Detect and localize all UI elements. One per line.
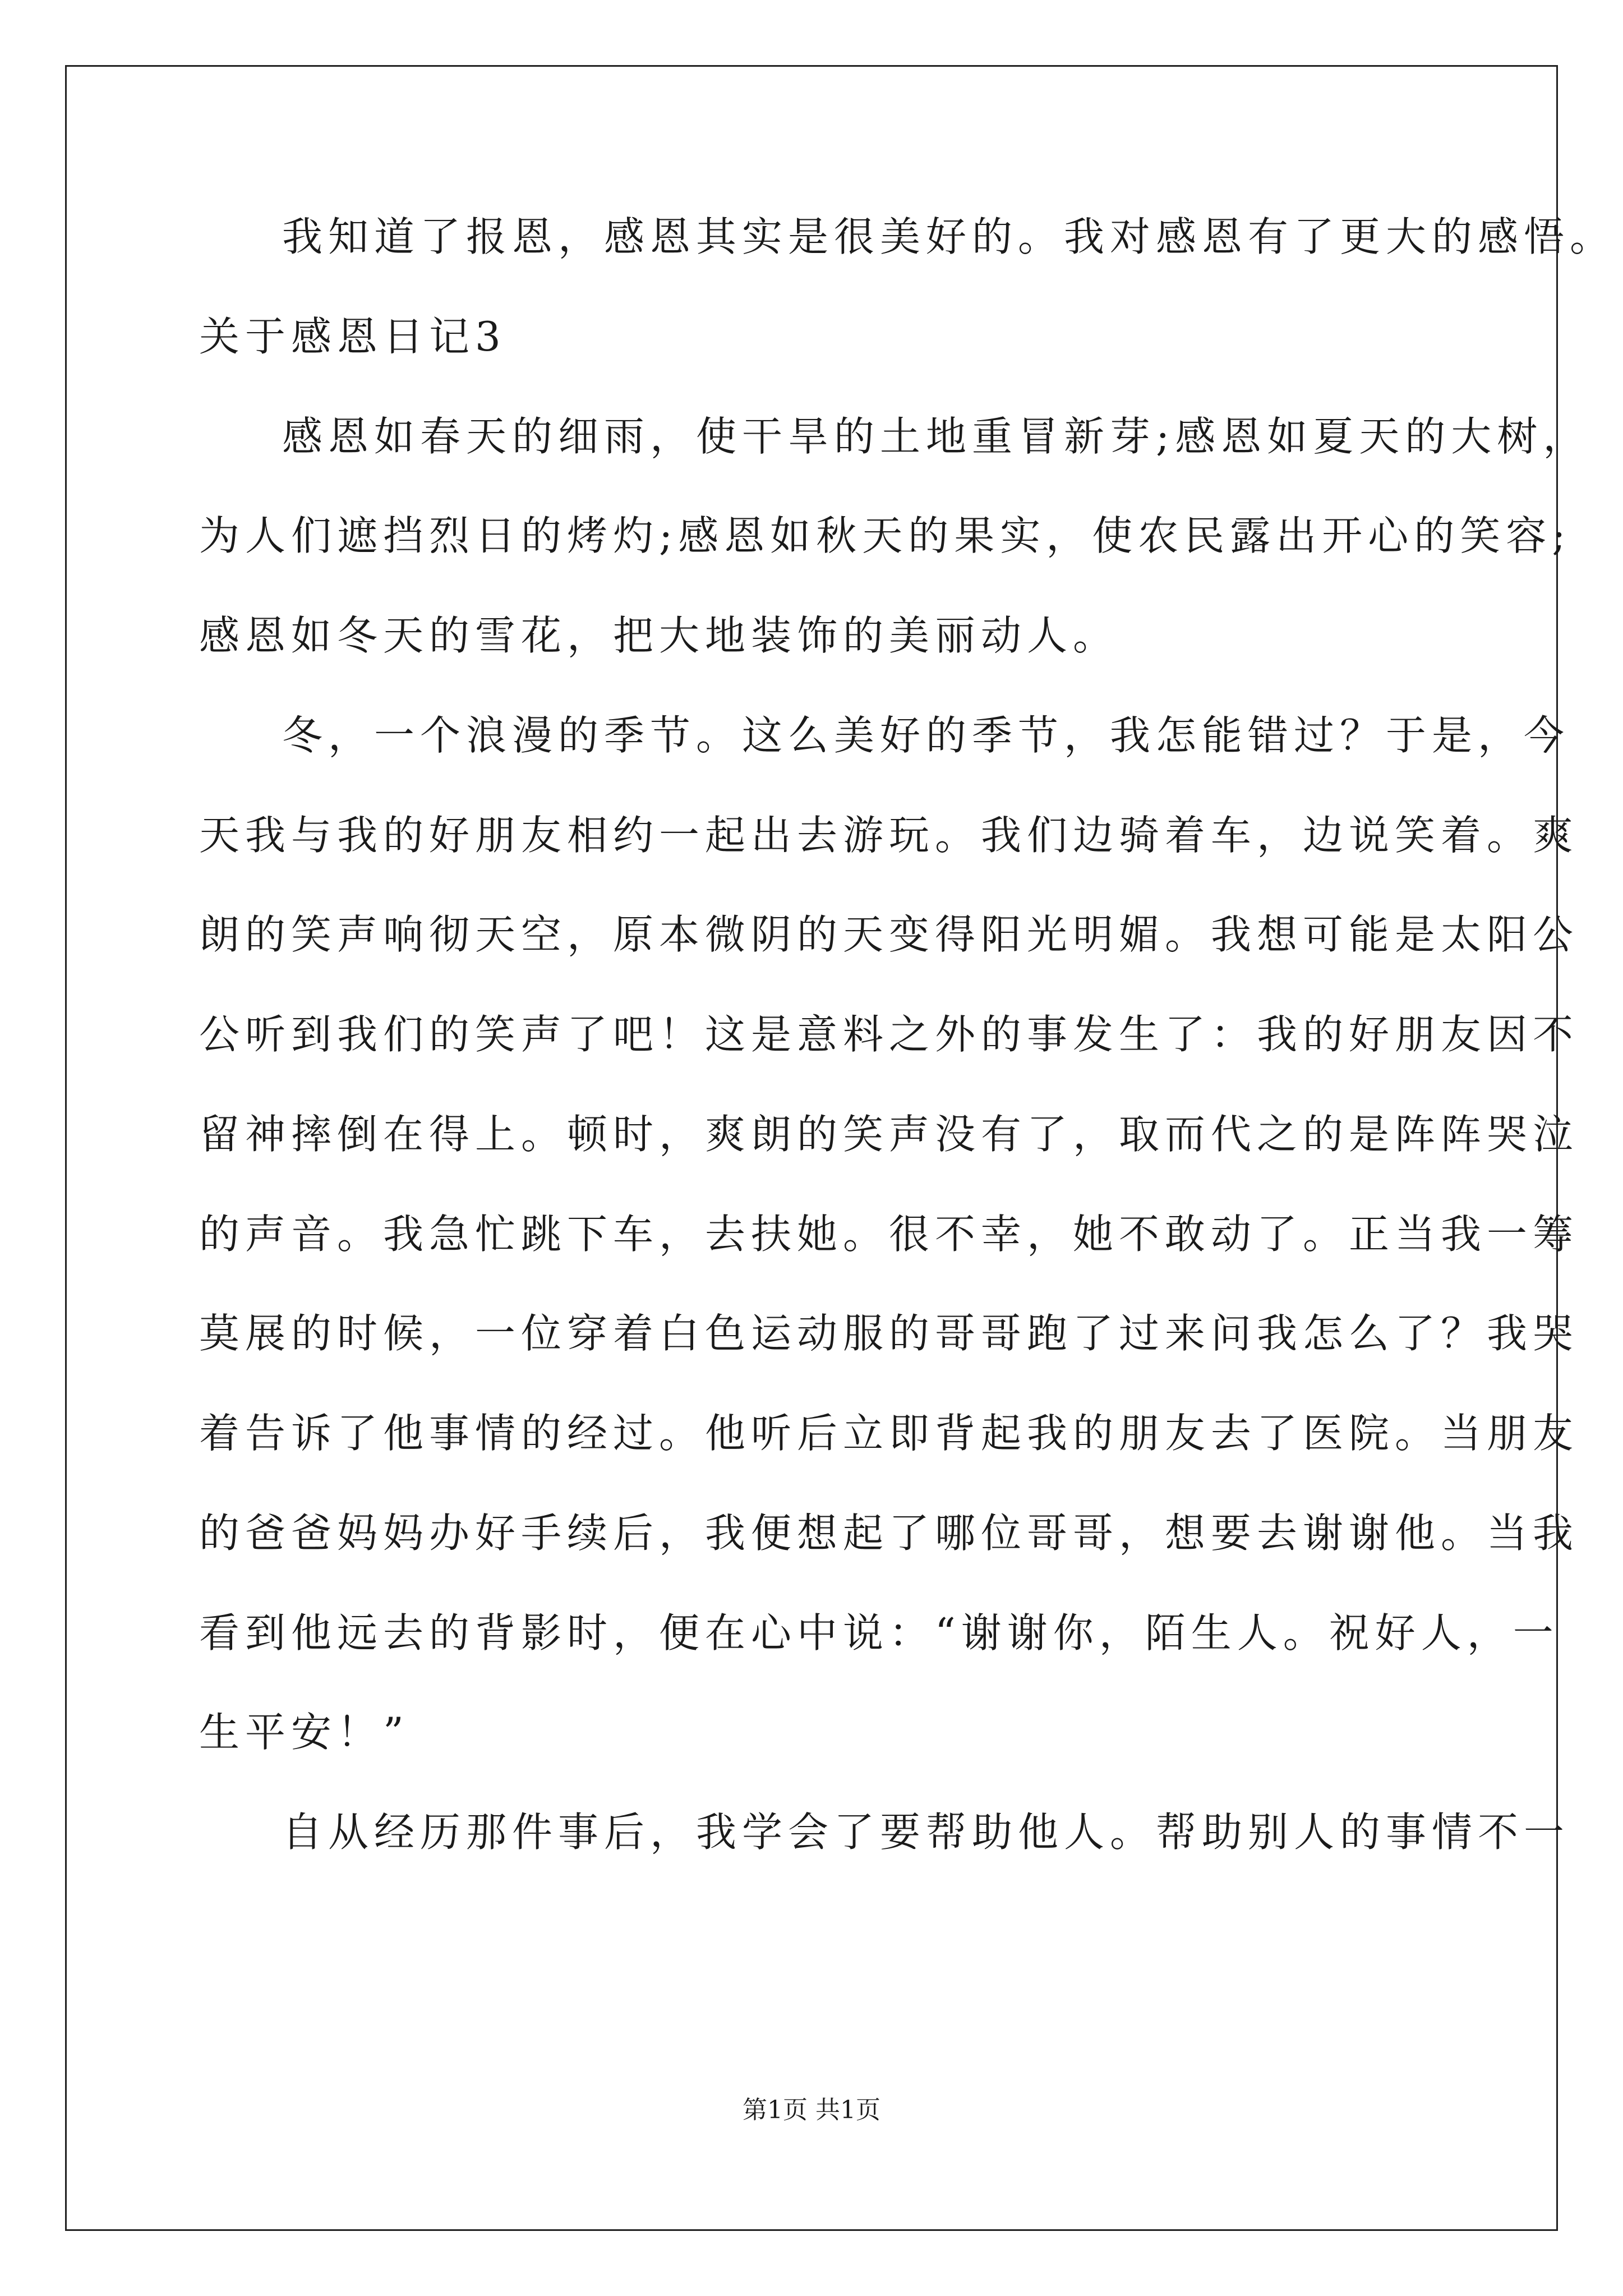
- paragraph-line: 冬，一个浪漫的季节。这么美好的季节，我怎能错过？于是，今: [282, 712, 1570, 759]
- paragraph-line: 为人们遮挡烈日的烤灼;感恩如秋天的果实，使农民露出开心的笑容;: [199, 512, 1571, 559]
- paragraph-line: 生平安！”: [199, 1709, 409, 1756]
- paragraph-line: 我知道了报恩，感恩其实是很美好的。我对感恩有了更大的感悟。: [282, 213, 1616, 260]
- paragraph-line: 留神摔倒在得上。顿时，爽朗的笑声没有了，取而代之的是阵阵哭泣: [199, 1111, 1579, 1158]
- page-footer: 第1页 共1页: [743, 2096, 880, 2124]
- paragraph-line: 自从经历那件事后，我学会了要帮助他人。帮助别人的事情不一: [282, 1809, 1570, 1856]
- section-heading: 关于感恩日记3: [199, 313, 506, 360]
- paragraph-line: 着告诉了他事情的经过。他听后立即背起我的朋友去了医院。当朋友: [199, 1410, 1579, 1457]
- paragraph-line: 莫展的时候，一位穿着白色运动服的哥哥跑了过来问我怎么了？我哭: [199, 1310, 1579, 1357]
- paragraph-line: 朗的笑声响彻天空，原本微阴的天变得阳光明媚。我想可能是太阳公: [199, 911, 1579, 958]
- paragraph-line: 感恩如春天的细雨，使干旱的土地重冒新芽;感恩如夏天的大树，: [282, 413, 1589, 460]
- paragraph-line: 天我与我的好朋友相约一起出去游玩。我们边骑着车，边说笑着。爽: [199, 812, 1579, 859]
- paragraph-line: 公听到我们的笑声了吧！这是意料之外的事发生了：我的好朋友因不: [199, 1011, 1579, 1058]
- paragraph-line: 的爸爸妈妈办好手续后，我便想起了哪位哥哥，想要去谢谢他。当我: [199, 1510, 1579, 1557]
- paragraph-line: 看到他远去的背影时，便在心中说：“谢谢你，陌生人。祝好人，一: [199, 1609, 1559, 1657]
- paragraph-line: 的声音。我急忙跳下车，去扶她。很不幸，她不敢动了。正当我一筹: [199, 1211, 1579, 1258]
- paragraph-line: 感恩如冬天的雪花，把大地装饰的美丽动人。: [199, 612, 1119, 659]
